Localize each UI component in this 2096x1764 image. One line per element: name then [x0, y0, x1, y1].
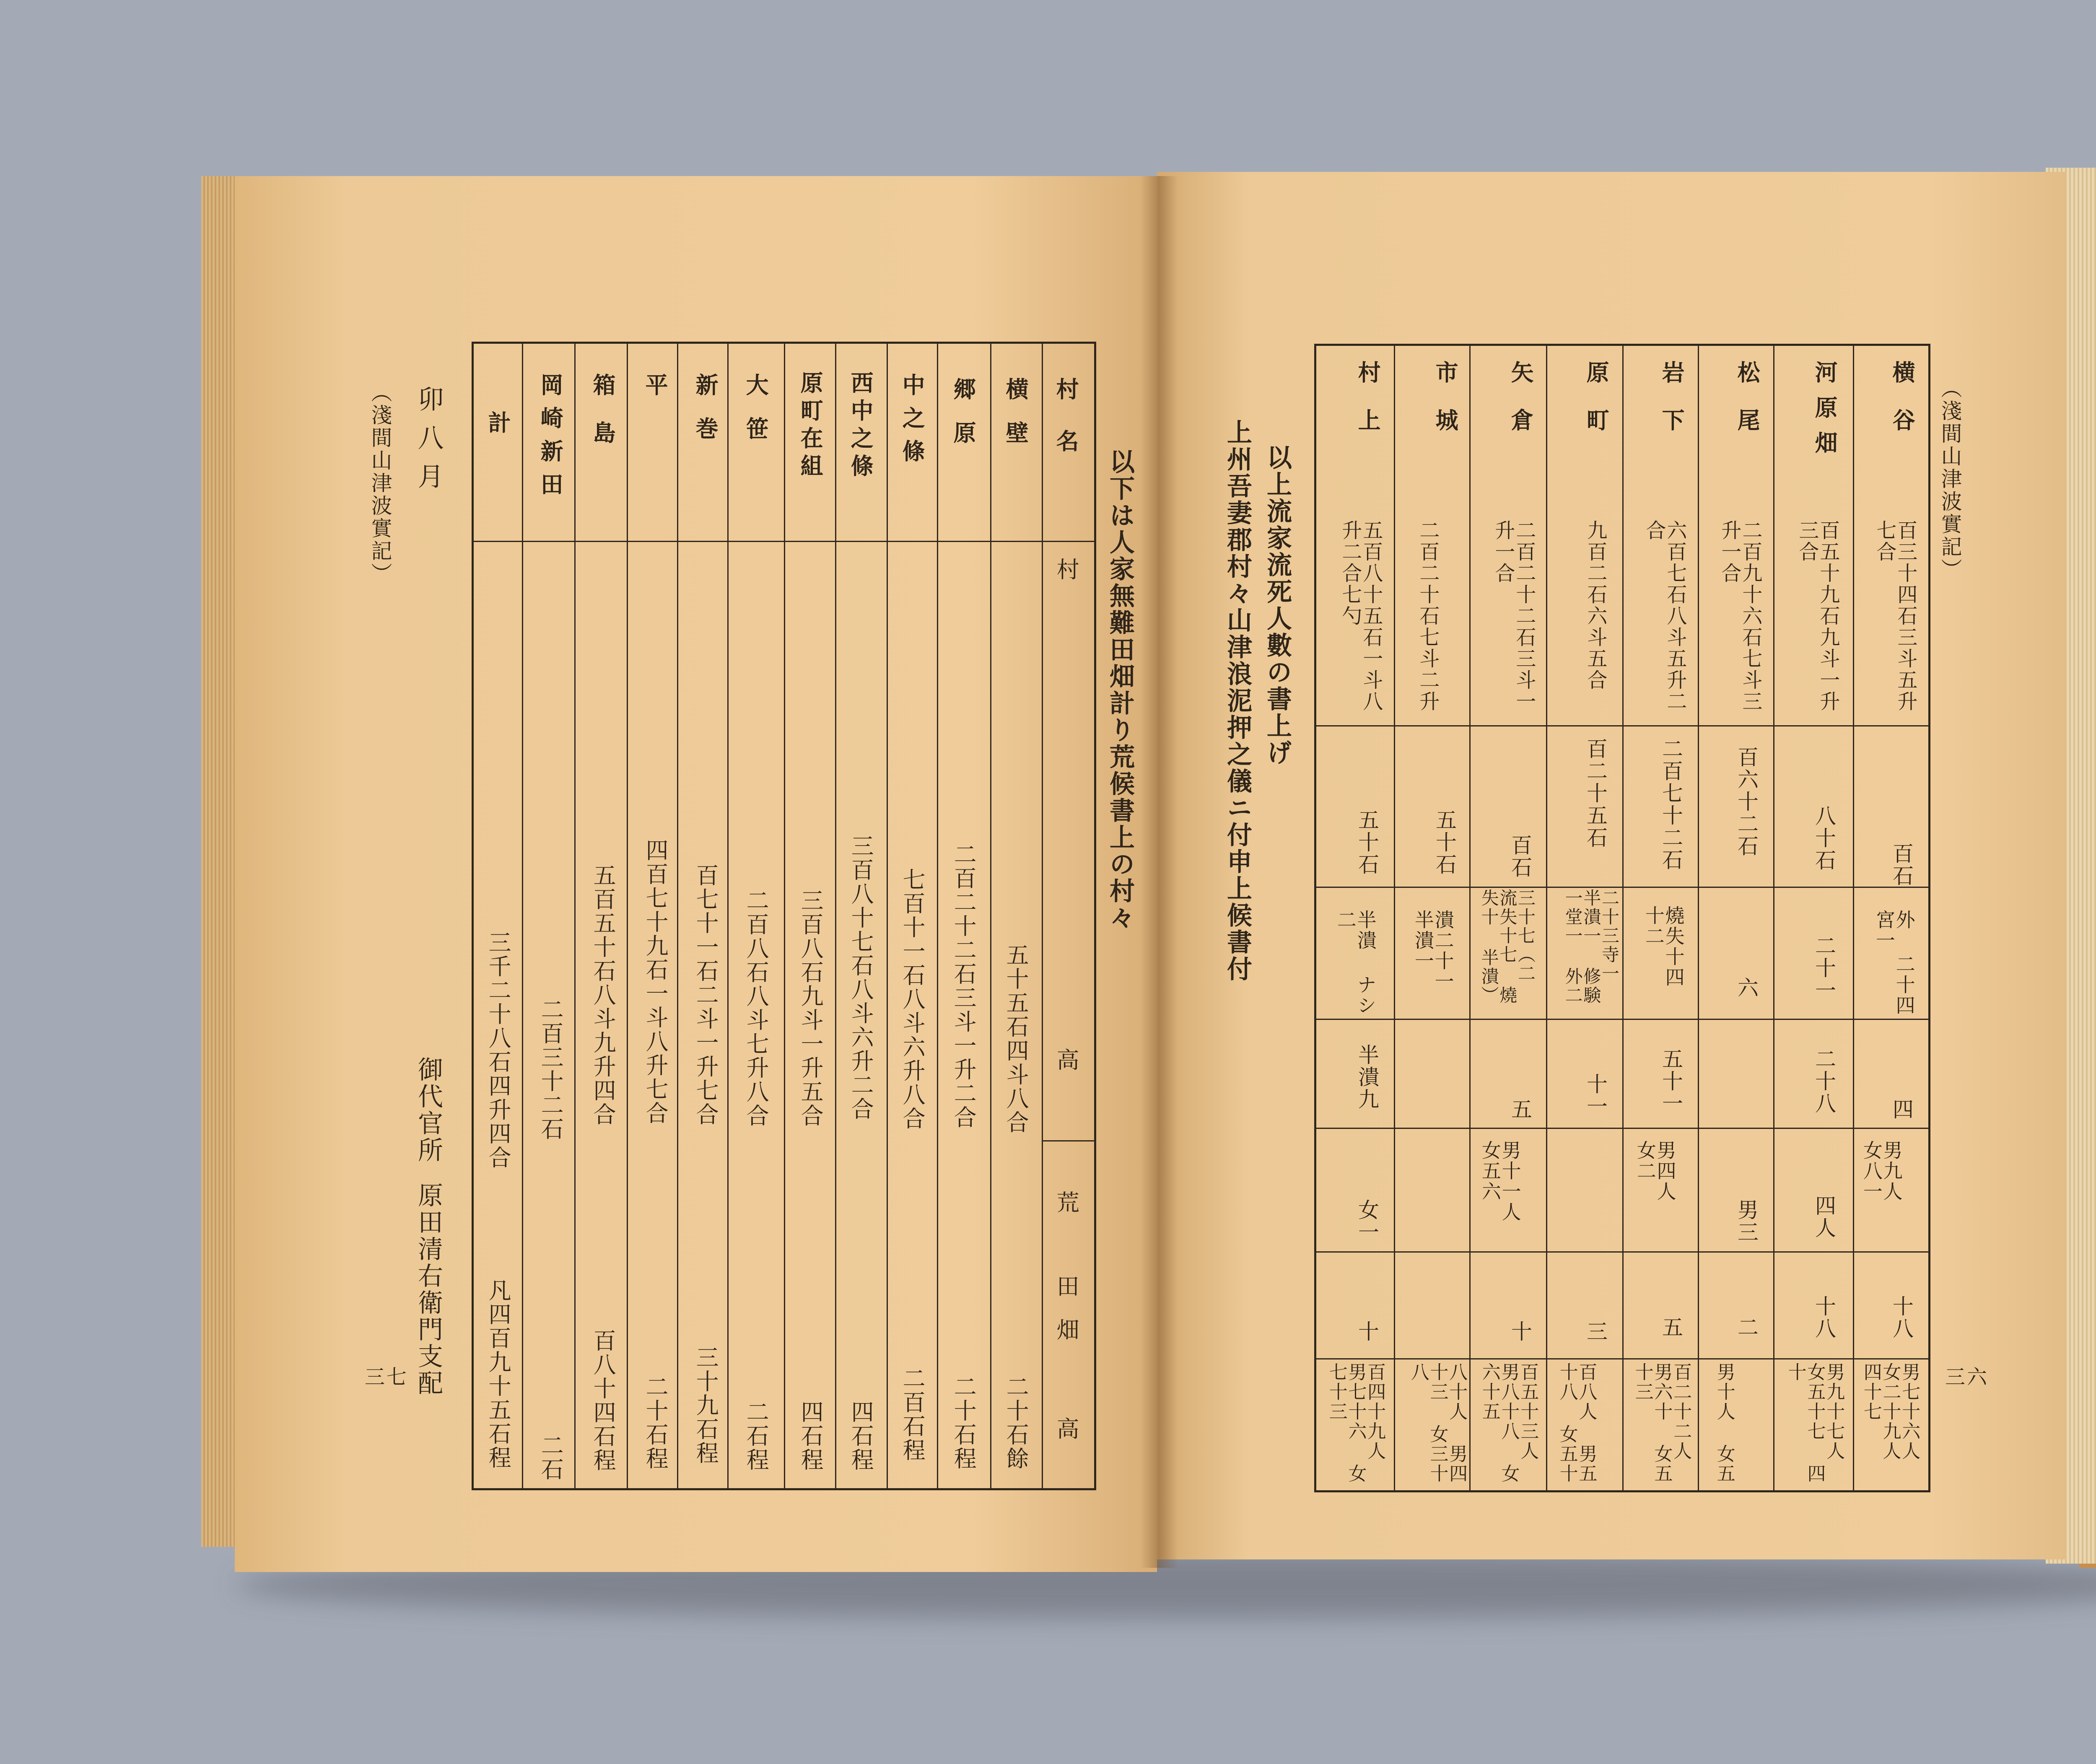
right-village-c3: 外 二十四 宮一	[1873, 910, 1916, 1016]
right-village-c6: 二	[1734, 1316, 1759, 1339]
left-row-waste: 二石程	[743, 1400, 770, 1472]
left-col-yield-head: 村	[1053, 558, 1080, 581]
right-village-c5: 男九人 女八一	[1860, 1140, 1903, 1202]
right-village-c7: 八十人 男四十三 女三十八	[1407, 1362, 1468, 1484]
left-row-yield: 三百八石九斗一升五合	[797, 889, 824, 1128]
right-village-c4: 十一	[1583, 1073, 1608, 1118]
right-village-c2: 百六十二石	[1734, 746, 1759, 857]
left-row-waste: 四石程	[797, 1400, 824, 1472]
book-gutter	[1140, 176, 1178, 1568]
left-page-number: 三七	[365, 1365, 409, 1389]
left-col-waste-head: 荒	[1053, 1191, 1080, 1214]
right-village-c3: 二十一	[1812, 935, 1836, 1001]
right-village-c6: 五	[1659, 1316, 1683, 1339]
right-village-c5: 女一	[1355, 1199, 1379, 1243]
left-table	[472, 342, 1096, 1490]
right-village-c2: 八十石	[1812, 805, 1836, 872]
right-village-c6: 三	[1583, 1320, 1608, 1343]
left-col-waste-mid: 田畑	[1053, 1274, 1080, 1362]
left-row-waste: 三十九石程	[693, 1346, 719, 1465]
left-date: 卯八月	[413, 386, 444, 501]
left-col-waste: 高	[1053, 1417, 1080, 1441]
right-heading-2: 上州吾妻郡村々山津浪泥押之儀ニ付申上候書付	[1223, 419, 1252, 983]
left-row-name: 中之條	[899, 373, 926, 472]
left-row-name: 大笹	[742, 373, 770, 460]
right-village-c2: 二百七十二石	[1659, 738, 1683, 871]
right-village-c2: 百石	[1508, 834, 1532, 879]
left-row-yield: 三百八十七石八斗六升二合	[848, 834, 874, 1121]
right-village-c1: 六百七石八斗五升二合	[1642, 520, 1687, 712]
left-row-name: 新巻	[692, 373, 719, 460]
right-village-c3: 三十七（二 流失十七 燒失十 半潰）	[1479, 889, 1536, 1005]
right-village-c1: 二百二十石七斗二升	[1416, 520, 1440, 712]
right-village-name: 横谷	[1889, 361, 1916, 456]
right-village-c1: 百五十九石九斗一升三合	[1795, 520, 1840, 712]
left-row-name: 郷原	[950, 377, 977, 464]
right-village-c6: 十八	[1889, 1295, 1914, 1340]
left-intro: 以下は人家無難田畑計り荒候書上の村々	[1105, 449, 1135, 931]
right-village-c4: 二十八	[1812, 1048, 1836, 1115]
right-village-c6: 十	[1508, 1320, 1532, 1343]
right-village-c1: 五百八十五石一斗八升二合七勺	[1338, 520, 1383, 712]
left-row-name: 箱島	[589, 373, 617, 469]
right-village-c3: 燒失十四 十二	[1642, 905, 1685, 988]
right-village-c5: 男四人 女二	[1634, 1140, 1677, 1202]
right-village-c1: 二百二十二石三斗一升一合	[1491, 520, 1536, 712]
right-village-c4: 半潰九	[1355, 1044, 1379, 1110]
right-village-c5: 四人	[1812, 1195, 1836, 1239]
left-row-waste: 二十石程	[642, 1375, 669, 1471]
right-village-c1: 九百二石六斗五合	[1583, 520, 1607, 691]
right-village-c4: 五	[1508, 1098, 1532, 1121]
left-row-waste: 二石	[537, 1434, 564, 1481]
left-row-yield: 二百八石八斗七升八合	[743, 889, 770, 1128]
left-row-name: 西中之條	[847, 371, 874, 482]
right-village-c2: 百二十五石	[1583, 738, 1608, 849]
left-row-waste: 二十石餘	[1003, 1375, 1030, 1471]
left-row-waste: 四石程	[848, 1400, 874, 1472]
right-heading-1: 以上流家流死人數の書上げ	[1263, 444, 1292, 766]
right-village-name: 松尾	[1734, 361, 1761, 456]
right-village-c5: 男三	[1734, 1199, 1759, 1243]
left-row-yield: 四百七十九石一斗八升七合	[642, 838, 669, 1125]
left-total-yield: 三千二十八石四升四合	[485, 931, 512, 1170]
left-col-village: 村名	[1053, 377, 1080, 481]
left-signature-office: 御代官所	[414, 1056, 443, 1164]
right-village-c7: 男九十七人 女五十七 四十	[1785, 1362, 1845, 1484]
left-row-waste: 二十石程	[950, 1375, 977, 1471]
right-village-c5: 男十一人 女五六	[1479, 1140, 1522, 1222]
right-village-c7: 男七十六人 女二十九人 四十七	[1860, 1362, 1920, 1461]
right-village-name: 市城	[1432, 361, 1459, 456]
left-row-yield: 七百十一石八斗六升八合	[899, 868, 926, 1131]
left-row-waste: 百八十四石程	[590, 1329, 617, 1472]
left-row-name: 平	[642, 373, 669, 397]
right-village-c7: 百四十九人 男七十六 女七十三	[1326, 1362, 1386, 1484]
right-village-name: 岩下	[1658, 361, 1686, 456]
left-row-total: 計	[485, 411, 512, 435]
right-village-c7: 百五十三人 男八十八 女六十五	[1479, 1362, 1539, 1484]
right-village-c3: 半潰 ナシ 二	[1334, 910, 1377, 1016]
right-village-c1: 二百九十六石七斗三升一合	[1717, 520, 1762, 712]
right-village-c1: 百三十四石三斗五升七合	[1873, 520, 1917, 712]
right-village-c6: 十	[1355, 1320, 1379, 1343]
right-village-c7: 男十人 女五	[1713, 1362, 1735, 1484]
right-village-c7: 百二十二人 男六十 女五十三	[1632, 1362, 1692, 1484]
left-row-yield: 二百三十二石	[537, 998, 564, 1141]
right-page-number: 三六	[1945, 1365, 1989, 1389]
left-running-header: （淺間山津波實記）	[368, 381, 392, 585]
left-row-name: 岡崎新田	[537, 373, 564, 506]
right-village-c6: 十八	[1812, 1295, 1836, 1340]
right-village-name: 矢倉	[1507, 361, 1535, 456]
left-col-yield: 高	[1053, 1048, 1080, 1072]
right-village-c2: 百石	[1889, 843, 1914, 887]
right-village-c4: 五十一	[1659, 1048, 1683, 1115]
right-village-c2: 五十石	[1355, 809, 1379, 876]
right-village-c3: 潰二十一 半潰一	[1411, 910, 1455, 992]
left-row-yield: 五百五十石八斗九升四合	[590, 864, 617, 1126]
right-village-c7: 百八人 男五十八 女五十	[1556, 1362, 1597, 1484]
left-row-name: 原町在組	[797, 371, 824, 482]
right-village-name: 河原畑	[1811, 361, 1839, 466]
left-signature-name: 原田清右衛門支配	[414, 1182, 443, 1397]
right-village-c3: 六	[1734, 977, 1759, 999]
right-village-c4: 四	[1889, 1098, 1914, 1121]
left-row-yield: 百七十一石二斗一升七合	[693, 864, 719, 1126]
right-village-c2: 五十石	[1432, 809, 1457, 876]
left-row-waste: 二百石程	[899, 1367, 926, 1462]
right-running-header: （淺間山津波實記）	[1938, 377, 1962, 581]
right-village-name: 村上	[1354, 361, 1382, 456]
left-row-name: 横壁	[1002, 377, 1030, 464]
right-village-name: 原町	[1583, 361, 1610, 456]
left-row-yield: 二百二十二石三斗一升二合	[950, 843, 977, 1129]
left-total-waste: 凡四百九十五石程	[485, 1279, 512, 1470]
left-row-yield: 五十五石四斗八合	[1003, 943, 1030, 1134]
right-village-c3: 二十三寺一 半潰一 修験一堂一 外二	[1562, 889, 1620, 1005]
right-table	[1314, 344, 1930, 1492]
